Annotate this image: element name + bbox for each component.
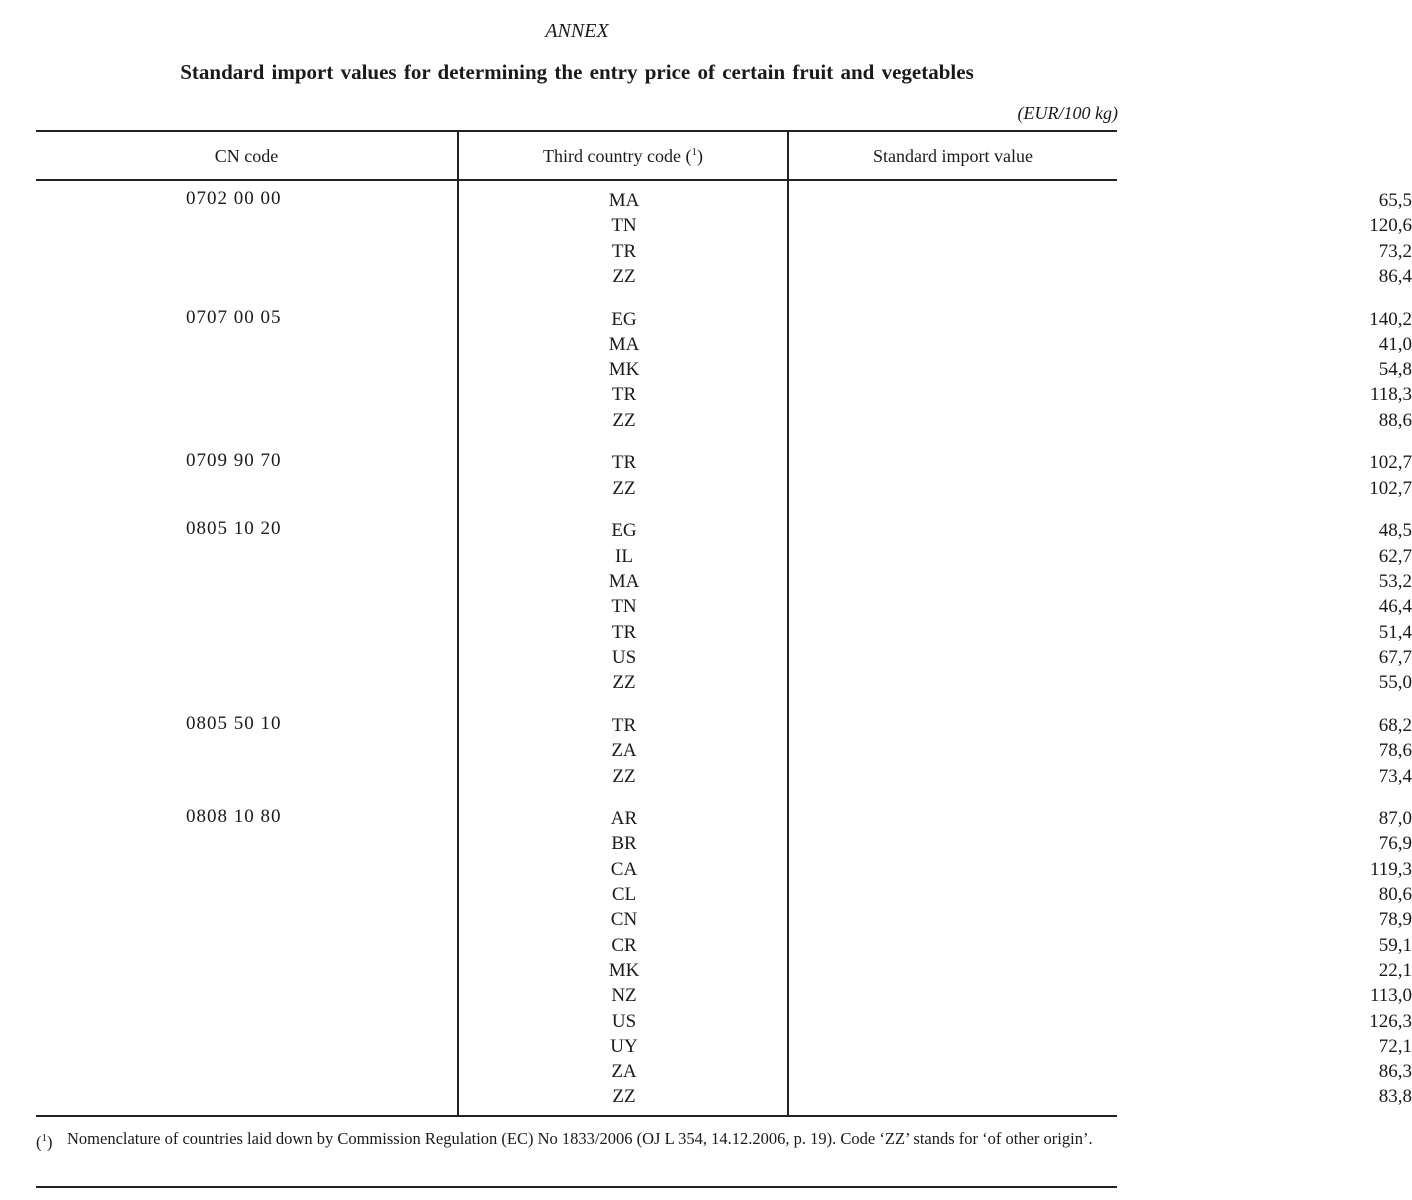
table-row <box>460 357 1412 382</box>
table-row <box>460 620 1412 645</box>
country-code-cell: CN <box>610 909 638 931</box>
import-value-cell: 78,6 <box>1378 740 1412 762</box>
country-code-cell: TN <box>611 596 637 618</box>
footnote-text: Nomenclature of countries laid down by Commission Regulation (EC) No 1833/2006 (OJ L 354, 14.12.2006, p. 19). Code ‘ZZ’ stands for ‘of other origin’. <box>67 1129 1093 1148</box>
header-cn-code: CN code <box>214 146 279 166</box>
cn-code-cell: 0808 10 80 <box>186 806 282 828</box>
country-code-cell: AR <box>610 808 638 830</box>
header-third-country: Third country code ($^1$) <box>543 146 703 166</box>
country-code-cell: UY <box>610 1035 638 1057</box>
cn-group <box>36 518 1412 695</box>
country-code-cell: US <box>611 1010 637 1032</box>
import-value-cell: 87,0 <box>1378 808 1412 830</box>
import-value-cell: 120,6 <box>1369 215 1412 237</box>
import-value-cell: 126,3 <box>1369 1010 1412 1032</box>
import-value-cell: 88,6 <box>1378 409 1412 431</box>
country-code-cell: NZ <box>611 985 637 1007</box>
import-value-cell: 80,6 <box>1378 884 1412 906</box>
import-value-cell: 86,4 <box>1378 265 1412 287</box>
table-row <box>460 476 1412 501</box>
table-row <box>460 1084 1412 1109</box>
table-row <box>460 569 1412 594</box>
country-code-cell: MA <box>608 333 640 355</box>
table-row <box>460 882 1412 907</box>
cn-group <box>36 450 1412 501</box>
country-code-cell: CA <box>610 858 638 880</box>
import-value-cell: 67,7 <box>1378 646 1412 668</box>
table-row <box>460 713 1412 738</box>
import-value-cell: 68,2 <box>1378 714 1412 736</box>
footnote <box>36 1128 1117 1152</box>
import-value-cell: 113,0 <box>1369 985 1412 1007</box>
country-code-cell: ZZ <box>612 765 636 787</box>
table-row <box>460 332 1412 357</box>
import-value-cell: 78,9 <box>1378 909 1412 931</box>
import-value-cell: 54,8 <box>1378 359 1412 381</box>
table-row <box>460 1009 1412 1034</box>
import-value-cell: 65,5 <box>1378 190 1412 211</box>
country-code-cell: TR <box>611 714 637 736</box>
country-code-cell: CL <box>611 884 637 906</box>
country-code-cell: TN <box>611 215 637 237</box>
table-row <box>460 518 1412 543</box>
country-code-cell: ZA <box>611 740 637 762</box>
table-row <box>460 806 1412 831</box>
cn-code-cell: 0707 00 05 <box>186 306 282 328</box>
country-code-cell: MK <box>608 359 640 381</box>
import-value-cell: 73,4 <box>1378 765 1412 787</box>
country-code-cell: TR <box>611 240 637 262</box>
import-value-cell: 73,2 <box>1378 240 1412 262</box>
import-value-cell: 22,1 <box>1378 959 1412 981</box>
country-code-cell: MK <box>608 959 640 981</box>
table-body <box>36 188 1412 1127</box>
import-value-cell: 76,9 <box>1378 833 1412 855</box>
table-row <box>460 1059 1412 1084</box>
import-value-cell: 72,1 <box>1378 1035 1412 1057</box>
table-row <box>460 958 1412 983</box>
import-value-cell: 140,2 <box>1369 308 1412 330</box>
table-row <box>460 983 1412 1008</box>
footnote-ref[interactable]: 1 <box>691 146 697 158</box>
annex-label: ANNEX <box>545 20 609 42</box>
import-value-cell: 62,7 <box>1378 545 1412 567</box>
unit-label: (EUR/100 kg) <box>1017 103 1118 123</box>
import-value-cell: 83,8 <box>1378 1086 1412 1108</box>
cn-group <box>36 712 1412 789</box>
country-code-cell: CR <box>611 934 637 956</box>
import-value-cell: 46,4 <box>1378 596 1412 618</box>
import-value-cell: 41,0 <box>1378 333 1412 355</box>
import-values-table <box>36 130 1412 1117</box>
table-row <box>460 450 1412 475</box>
table-row <box>460 907 1412 932</box>
country-code-cell: ZZ <box>612 477 636 499</box>
import-value-cell: 86,3 <box>1378 1061 1412 1083</box>
import-value-cell: 102,7 <box>1369 477 1412 499</box>
table-row <box>460 670 1412 695</box>
footnote-marker: ($^1$) <box>36 1132 53 1152</box>
country-code-cell: MA <box>608 190 640 211</box>
table-row <box>460 239 1412 264</box>
import-value-cell: 48,5 <box>1378 520 1412 542</box>
table-row <box>460 213 1412 238</box>
import-value-cell: 51,4 <box>1378 621 1412 643</box>
country-code-cell: ZZ <box>612 1086 636 1108</box>
table-row <box>460 594 1412 619</box>
cn-group <box>36 188 1412 289</box>
table-row <box>460 307 1412 332</box>
import-value-cell: 119,3 <box>1369 858 1412 880</box>
table-row <box>460 645 1412 670</box>
country-code-cell: TR <box>611 384 637 406</box>
header-rule <box>36 179 1117 181</box>
cn-code-cell: 0709 90 70 <box>186 450 282 472</box>
table-row <box>460 831 1412 856</box>
table-row <box>460 408 1412 433</box>
table-row <box>460 738 1412 763</box>
cn-code-cell: 0805 10 20 <box>186 518 282 540</box>
import-value-cell: 55,0 <box>1378 672 1412 694</box>
bottom-rule <box>36 1186 1117 1188</box>
cn-code-cell: 0702 00 00 <box>186 188 282 209</box>
table-row <box>460 544 1412 569</box>
table-row <box>460 1034 1412 1059</box>
table-row <box>460 764 1412 789</box>
country-code-cell: TR <box>611 621 637 643</box>
import-value-cell: 102,7 <box>1369 452 1412 474</box>
country-code-cell: ZA <box>611 1061 637 1083</box>
country-code-cell: BR <box>611 833 637 855</box>
country-code-cell: MA <box>608 571 640 593</box>
table-row <box>460 188 1412 213</box>
import-value-cell: 118,3 <box>1369 384 1412 406</box>
table-row <box>460 264 1412 289</box>
cn-code-cell: 0805 50 10 <box>186 712 282 734</box>
table-row <box>460 933 1412 958</box>
cn-group <box>36 306 1412 433</box>
country-code-cell: EG <box>611 308 637 330</box>
import-value-cell: 59,1 <box>1378 934 1412 956</box>
table-row <box>460 857 1412 882</box>
country-code-cell: US <box>611 646 637 668</box>
header-standard-value: Standard import value <box>873 146 1033 166</box>
import-value-cell: 53,2 <box>1378 571 1412 593</box>
document-title: Standard import values for determining the entry price of certain fruit and vegetables <box>180 60 974 84</box>
country-code-cell: EG <box>611 520 637 542</box>
cn-group <box>36 806 1412 1110</box>
country-code-cell: TR <box>611 452 637 474</box>
country-code-cell: ZZ <box>612 265 636 287</box>
table-row <box>460 382 1412 407</box>
country-code-cell: ZZ <box>612 409 636 431</box>
country-code-cell: IL <box>615 545 633 567</box>
country-code-cell: ZZ <box>612 672 636 694</box>
